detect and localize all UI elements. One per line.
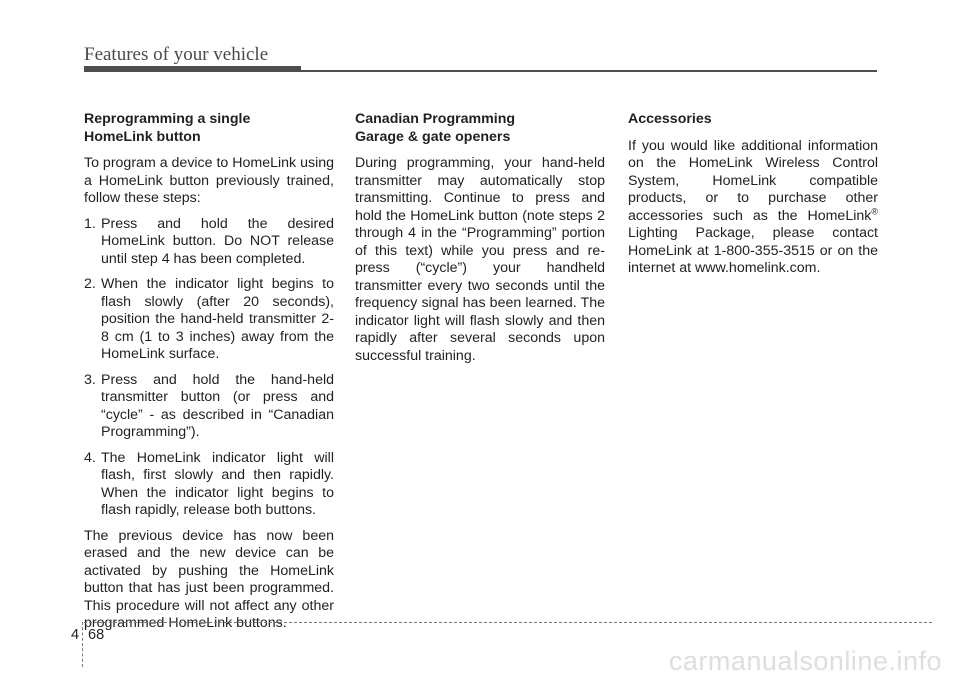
column-canadian-programming — [355, 111, 605, 373]
step-item — [84, 450, 334, 520]
canadian-body-paragraph: During programming, your hand-held transmitter may automatically stop transmitting. Continue to press and hold the HomeLink button (note steps 2 through 4 in the “Programming” portion of this text) while you press and re-press (“cycle”) your handheld transmitter every two seconds until the frequency signal has been learned. The indicator light will flash slowly and then rapidly after several seconds upon successful training. — [355, 155, 605, 364]
step-text: Press and hold the hand-held transmitter button (or press and “cycle” - as described in “Canadian Programming”). — [101, 371, 334, 440]
section-heading-reprogramming — [84, 111, 334, 146]
section-heading-canadian — [355, 111, 605, 146]
page-header-title: Features of your vehicle — [84, 44, 269, 65]
intro-paragraph: To program a device to HomeLink using a HomeLink button previously trained, follow these steps: — [84, 155, 334, 206]
step-number: 4. — [84, 449, 96, 466]
registered-mark: ® — [871, 205, 878, 216]
accessories-body-paragraph — [628, 138, 878, 278]
step-item — [84, 372, 334, 442]
step-number: 1. — [84, 215, 96, 232]
header-rule-thick — [84, 66, 301, 72]
step-item — [84, 216, 334, 269]
section-heading-accessories: Accessories — [628, 111, 712, 127]
column-accessories — [628, 111, 878, 286]
watermark: carmanualsonline.info — [668, 646, 942, 676]
column-reprogramming — [84, 111, 334, 641]
step-text: Press and hold the desired HomeLink button. Do NOT release until step 4 has been completed. — [101, 215, 334, 267]
heading-line: Garage & gate openers — [355, 128, 511, 145]
step-number: 3. — [84, 371, 96, 388]
header-rule-thin — [301, 70, 877, 72]
accessories-text-part1: If you would like additional information on the HomeLink Wireless Control System, HomeLink compatible products, or to purchase other accessories such as the HomeLink — [628, 137, 878, 224]
step-text: When the indicator light begins to flash slowly (after 20 seconds), position the hand-held transmitter 2-8 cm (1 to 3 inches) away from the HomeLink surface. — [101, 276, 334, 362]
heading-line: HomeLink button — [84, 128, 201, 145]
page-number: 68 — [88, 627, 105, 643]
step-item — [84, 276, 334, 364]
step-text: The HomeLink indicator light will flash, first slowly and then rapidly. When the indicator light begins to flash rapidly, release both buttons. — [101, 449, 334, 518]
chapter-number: 4 — [71, 627, 80, 643]
step-number: 2. — [84, 276, 96, 292]
footer-dashed-divider — [82, 622, 83, 667]
accessories-text-part2: Lighting Package, please contact HomeLink at 1-800-355-3515 or on the internet at www.homelink.com. — [628, 225, 878, 276]
heading-line: Reprogramming a single — [84, 111, 251, 127]
closing-paragraph: The previous device has now been erased and the new device can be activated by pushing the HomeLink button that has just been programmed. This procedure will not affect any other programmed HomeLink buttons. — [84, 527, 334, 631]
footer-dashed-rule — [84, 622, 932, 623]
heading-line: Canadian Programming — [355, 111, 516, 127]
